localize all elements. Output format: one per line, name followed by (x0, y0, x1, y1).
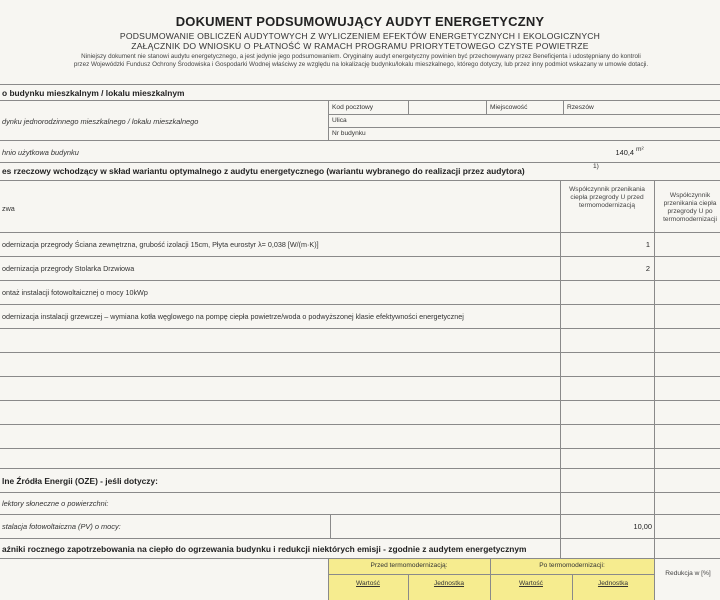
u-before-column-header: Współczynnik przenikania ciepła przegrody U przed termomodernizacją (569, 186, 645, 209)
after-unit-header: Jednostka (597, 580, 629, 587)
document-title: DOKUMENT PODSUMOWUJĄCY AUDYT ENERGETYCZNY (175, 14, 545, 29)
building-number-label: Nr budynku (332, 130, 366, 137)
city-label: Miejscowość (490, 104, 528, 111)
usable-area-value[interactable]: 140,4 (615, 148, 634, 157)
before-value-header: Wartość (356, 580, 380, 587)
disclaimer-line-2: przez Wojewódzki Fundusz Ochrony Środowiska i Gospodarki Wodnej właściwy ze względu na lokalizację budynku/lokalu mieszkalnego, którego dotyczy, lub przez inny podmiot wskazany w umowie dotacji. (73, 61, 649, 68)
pv-installation-label: stalacja fotowoltaiczna (PV) o mocy: (2, 522, 121, 531)
building-section-title: o budynku mieszkalnym / lokalu mieszkalnym (2, 88, 185, 98)
reduction-header: Redukcja w [%] (665, 570, 711, 577)
scope-row-3-text: ontaż instalacji fotowoltaicznej o mocy 10kWp (2, 288, 148, 297)
street-label: Ulica (332, 117, 347, 124)
scope-name-column-header: zwa (2, 204, 15, 213)
city-value[interactable]: Rzeszów (567, 104, 594, 111)
after-value-header: Wartość (519, 580, 543, 587)
scope-row-1-text: odernizacja przegrody Ściana zewnętrzna, grubość izolacji 15cm, Płyta eurostyr λ= 0,038 [W/(m·K)] (2, 240, 319, 249)
disclaimer-line-1: Niniejszy dokument nie stanowi audytu energetycznego, a jest jedynie jego podsumowaniem. Oryginalny audyt energetyczny powinien być przechowywany przez Beneficjenta i udostępniany do kontroli (81, 53, 641, 60)
scope-row-2-text: odernizacja przegrody Stolarka Drzwiowa (2, 264, 135, 273)
scope-section-title: es rzeczowy wchodzący w skład wariantu optymalnego z audytu energetycznego (wariantu wybranego do realizacji przez audytora) (2, 166, 525, 176)
scope-row-1-value: 1 (645, 240, 650, 249)
usable-area-unit: m² (636, 146, 644, 153)
u-after-column-header: Współczynnik przenikania ciepła przegrody U po termomodernizacji (663, 192, 717, 223)
scope-footnote: 1) (593, 163, 599, 170)
before-modernization-label: Przed termomodernizacją: (370, 562, 448, 569)
scope-row-2-value: 2 (645, 264, 650, 273)
indicators-title: aźniki rocznego zapotrzebowania na ciepło do ogrzewania budynku i redukcji niektórych emisji - zgodnie z audytem energetycznym (2, 544, 527, 554)
oze-title: lne Źródła Energii (OZE) - jeśli dotyczy: (2, 476, 158, 486)
solar-collectors-label: lektory słoneczne o powierzchni: (2, 499, 109, 508)
document-subtitle: PODSUMOWANIE OBLICZEŃ AUDYTOWYCH Z WYLICZENIEM EFEKTÓW ENERGETYCZNYCH I EKOLOGICZNYCH (119, 31, 601, 41)
postal-code-label: Kod pocztowy (332, 104, 374, 111)
usable-area-label: hnio użytkowa budynku (2, 148, 79, 157)
pv-power-value[interactable]: 10,00 (633, 522, 652, 531)
building-type-label: dynku jednorodzinnego mieszkalnego / lokalu mieszkalnego (2, 117, 199, 126)
attachment-subtitle: ZAŁĄCZNIK DO WNIOSKU O PŁATNOŚĆ W RAMACH PROGRAMU PRIORYTETOWEGO CZYSTE POWIETRZE (131, 41, 589, 51)
after-modernization-label: Po termomodernizacji: (539, 562, 605, 569)
before-unit-header: Jednostka (433, 580, 465, 587)
scope-row-4-text: odernizacja instalacji grzewczej – wymiana kotła węglowego na pompę ciepła powietrze/woda o podwyższonej klasie efektywności energetycznej (2, 312, 464, 321)
